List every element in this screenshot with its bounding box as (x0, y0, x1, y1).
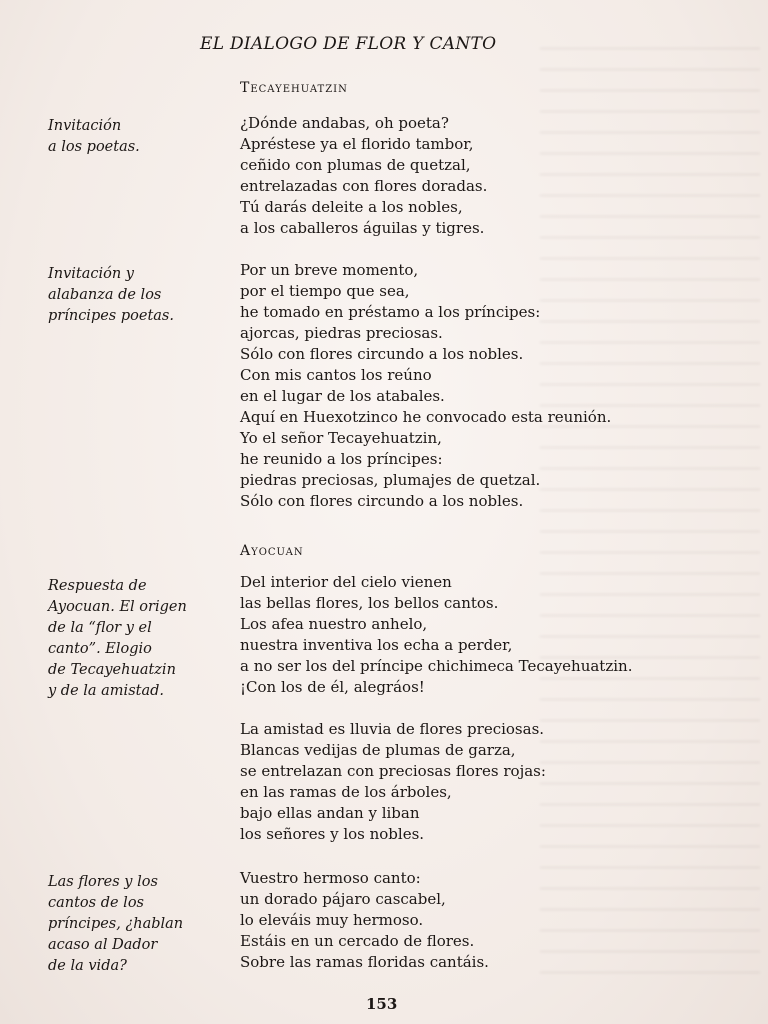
verse-line: se entrelazan con preciosas flores rojas: (240, 762, 546, 780)
page-title: EL DIALOGO DE FLOR Y CANTO (200, 34, 497, 54)
stanza-1 (240, 113, 710, 239)
verse-line: en las ramas de los árboles, (240, 783, 452, 801)
margin-note-line: Invitación y (48, 266, 134, 282)
margin-note-line: alabanza de los (48, 287, 162, 303)
margin-note-invitacion (48, 116, 233, 158)
margin-note-respuesta (48, 576, 233, 702)
verse-line: Tú darás deleite a los nobles, (240, 198, 463, 216)
verse-line: Sólo con flores circundo a los nobles. (240, 345, 524, 363)
verse-line: ceñido con plumas de quetzal, (240, 156, 471, 174)
verse-line: Sólo con flores circundo a los nobles. (240, 492, 524, 510)
stanza-4 (240, 719, 710, 845)
verse-line: ajorcas, piedras preciosas. (240, 324, 443, 342)
margin-note-line: acaso al Dador (48, 937, 158, 953)
verse-line: Estáis en un cercado de flores. (240, 932, 475, 950)
verse-line: a los caballeros águilas y tigres. (240, 219, 485, 237)
verse-line: bajo ellas andan y liban (240, 804, 420, 822)
margin-note-line: canto”. Elogio (48, 641, 152, 657)
verse-line: Aquí en Huexotzinco he convocado esta reunión. (240, 408, 612, 426)
margin-note-line: de la “flor y el (48, 620, 152, 636)
verse-line: Blancas vedijas de plumas de garza, (240, 741, 516, 759)
stanza-3 (240, 572, 710, 698)
verse-line: Con mis cantos los reúno (240, 366, 432, 384)
verse-line: he reunido a los príncipes: (240, 450, 443, 468)
margin-note-line: cantos de los (48, 895, 144, 911)
stanza-5 (240, 868, 710, 973)
margin-note-las-flores (48, 872, 233, 977)
margin-note-line: príncipes poetas. (48, 308, 174, 324)
margin-note-line: Las flores y los (48, 874, 158, 890)
verse-line: Los afea nuestro anhelo, (240, 615, 428, 633)
verse-line: un dorado pájaro cascabel, (240, 890, 446, 908)
margin-note-line: de la vida? (48, 958, 127, 974)
margin-note-line: príncipes, ¿hablan (48, 916, 184, 932)
verse-line: he tomado en préstamo a los príncipes: (240, 303, 541, 321)
margin-note-invitacion-alabanza (48, 264, 233, 327)
verse-line: Yo el señor Tecayehuatzin, (240, 429, 442, 447)
page-number: 153 (366, 995, 398, 1013)
verse-line: a no ser los del príncipe chichimeca Tecayehuatzin. (240, 657, 633, 675)
verse-line: Del interior del cielo vienen (240, 573, 452, 591)
verse-line: las bellas flores, los bellos cantos. (240, 594, 499, 612)
verse-line: lo eleváis muy hermoso. (240, 911, 424, 929)
margin-note-line: Respuesta de (48, 578, 147, 594)
margin-note-line: Invitación (48, 118, 122, 134)
verse-line: Apréstese ya el florido tambor, (240, 135, 474, 153)
verse-line: por el tiempo que sea, (240, 282, 410, 300)
verse-line: piedras preciosas, plumajes de quetzal. (240, 471, 541, 489)
verse-line: La amistad es lluvia de flores preciosas. (240, 720, 545, 738)
verse-line: Sobre las ramas floridas cantáis. (240, 953, 489, 971)
verse-line: los señores y los nobles. (240, 825, 425, 843)
verse-line: entrelazadas con flores doradas. (240, 177, 488, 195)
margin-note-line: y de la amistad. (48, 683, 164, 699)
stanza-2 (240, 260, 710, 512)
verse-line: Por un breve momento, (240, 261, 419, 279)
verse-line: ¡Con los de él, alegráos! (240, 678, 425, 696)
speaker-heading-ayocuan: Ayocuan (240, 543, 304, 559)
verse-line: en el lugar de los atabales. (240, 387, 445, 405)
margin-note-line: Ayocuan. El origen (48, 599, 187, 615)
verse-line: Vuestro hermoso canto: (240, 869, 421, 887)
margin-note-line: a los poetas. (48, 139, 140, 155)
speaker-heading-tecayehuatzin: Tecayehuatzin (240, 80, 348, 96)
verse-line: ¿Dónde andabas, oh poeta? (240, 114, 449, 132)
margin-note-line: de Tecayehuatzin (48, 662, 176, 678)
verse-line: nuestra inventiva los echa a perder, (240, 636, 513, 654)
